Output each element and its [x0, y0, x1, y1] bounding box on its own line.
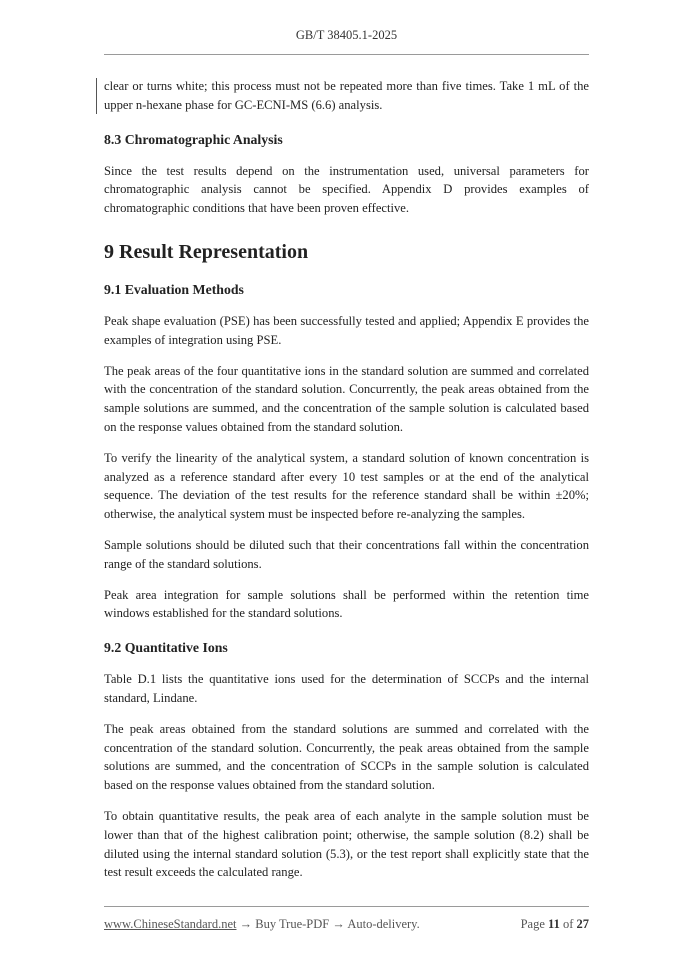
paragraph-8-3: Since the test results depend on the instrumentation used, universal parameters for chromatographic analysis cannot be specified. Appendix D provides examples of chromatographic conditions that have been proven effective.	[104, 163, 589, 216]
heading-9-1: 9.1 Evaluation Methods	[104, 281, 244, 297]
page-of: of	[562, 917, 574, 931]
arrow-right-icon: →	[239, 917, 253, 931]
arrow-right-icon: →	[332, 917, 345, 931]
heading-9-2: 9.2 Quantitative Ions	[104, 640, 228, 656]
website-link[interactable]: www.ChineseStandard.net	[104, 917, 237, 931]
change-bar	[96, 78, 97, 114]
paragraph-9-1-a: Peak shape evaluation (PSE) has been successfully tested and applied; Appendix E provides the examples of integration using PSE.	[104, 313, 589, 347]
page-total: 27	[576, 917, 589, 931]
page-current: 11	[548, 917, 560, 931]
paragraph-9-2-c: To obtain quantitative results, the peak area of each analyte in the sample solution must be lower than that of the highest calibration point; otherwise, the sample solution (8.2) shall be diluted using the internal standard solution (5.3), or the test report shall explicitly state that the test result exceeds the calculated range.	[104, 808, 589, 880]
page-label: Page	[520, 917, 545, 931]
page-number	[521, 917, 589, 932]
paragraph-9-1-d: Sample solutions should be diluted such that their concentrations fall within the concentration range of the standard solutions.	[104, 537, 589, 571]
paragraph-intro: clear or turns white; this process must not be repeated more than five times. Take 1 mL of the upper n-hexane phase for GC-ECNI-MS (6.6) analysis.	[104, 79, 589, 112]
footer-promo	[104, 917, 420, 932]
header-rule	[104, 54, 589, 55]
paragraph-9-1-b: The peak areas of the four quantitative ions in the standard solution are summed and correlated with the concentration of the standard solution. Concurrently, the peak areas obtained from the sample solutions are summed, and the concentration of the sample solution is calculated based on the response values obtained from the standard solution.	[104, 363, 589, 434]
buy-pdf-text: Buy True-PDF	[255, 917, 330, 931]
heading-8-3: 8.3 Chromatographic Analysis	[104, 131, 283, 147]
heading-9: 9 Result Representation	[104, 240, 309, 263]
footer	[104, 917, 589, 932]
footer-rule	[104, 906, 589, 907]
auto-delivery-text: Auto-delivery.	[347, 917, 420, 931]
paragraph-9-1-c: To verify the linearity of the analytical system, a standard solution of known concentration is analyzed as a reference standard after every 10 test samples or at the end of the analytical sequence. The deviation of the test results for the reference standard shall be within ±20%; otherwise, the analytical system must be inspected before re-analyzing the samples.	[104, 450, 589, 522]
paragraph-9-2-a: Table D.1 lists the quantitative ions used for the determination of SCCPs and the internal standard, Lindane.	[104, 672, 589, 705]
running-header: GB/T 38405.1-2025	[295, 28, 398, 42]
paragraph-9-1-e: Peak area integration for sample solutions shall be performed within the retention time windows established for the standard solutions.	[104, 587, 589, 621]
page-content	[104, 77, 589, 882]
paragraph-9-2-b: The peak areas obtained from the standard solutions are summed and correlated with the concentration of the standard solution. Concurrently, the peak areas obtained from the sample solutions are summed, and the concentration of SCCPs in the sample solution is calculated based on the response values obtained from the standard solution.	[104, 721, 589, 793]
